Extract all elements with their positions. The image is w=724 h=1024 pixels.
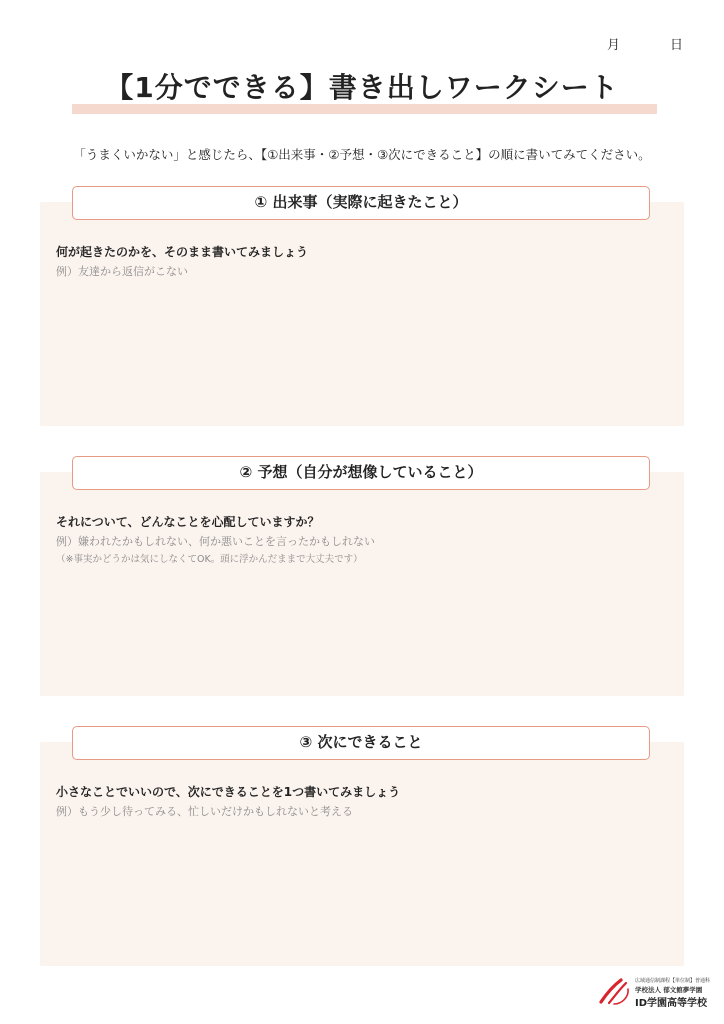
school-logo-line3: ID学園高等学校 xyxy=(635,998,708,1009)
section-3-writing-area[interactable] xyxy=(40,742,684,966)
instruction-text: 「うまくいかない」と感じたら、【①出来事・②予想・③次にできること】の順に書いてみてください。 xyxy=(73,147,651,162)
section-2-note: （※事実かどうかは気にしなくてOK。頭に浮かんだままで大丈夫です） xyxy=(56,554,363,565)
school-logo-line1: 広域通信制課程【単位制】普通科 xyxy=(635,978,711,984)
section-2-example: 例）嫌われたかもしれない、何か悪いことを言ったかもしれない xyxy=(56,535,375,548)
section-2-prompt: それについて、どんなことを心配していますか？ xyxy=(56,515,320,529)
date-day-label: 日 xyxy=(670,38,684,53)
section-3-example: 例）もう少し待ってみる、忙しいだけかもしれないと考える xyxy=(56,805,353,818)
section-2-header: ② 予想（自分が想像していること） xyxy=(72,456,650,490)
section-2-writing-area[interactable] xyxy=(40,472,684,696)
school-logo-mark-icon xyxy=(598,977,632,1007)
section-3-prompt: 小さなことでいいので、次にできることを1つ書いてみましょう xyxy=(56,785,401,799)
section-1-example: 例）友達から返信がこない xyxy=(56,265,188,278)
section-1-writing-area[interactable] xyxy=(40,202,684,426)
school-logo-line2: 学校法人 郁文館夢学園 xyxy=(635,986,703,994)
section-1-prompt: 何が起きたのかを、そのまま書いてみましょう xyxy=(56,245,309,259)
school-logo xyxy=(598,975,710,1009)
date-month-label: 月 xyxy=(607,38,621,53)
section-3-header: ③ 次にできること xyxy=(72,726,650,760)
page-title: 【1分でできる】書き出しワークシート xyxy=(105,71,619,104)
section-1-header: ① 出来事（実際に起きたこと） xyxy=(72,186,650,220)
